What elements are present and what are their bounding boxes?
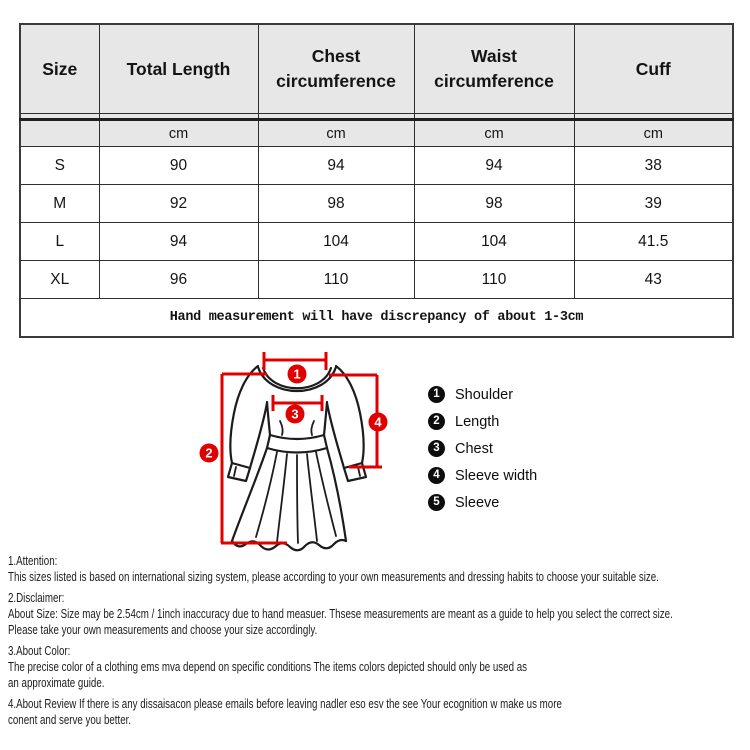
section-text: 4.About Review If there is any dissaisacon please emails before leaving nadler eso esv the see Your ecognition w make us more [8, 697, 562, 711]
size-cell: XL [20, 261, 99, 299]
svg-text:4: 4 [374, 414, 382, 430]
legend-label: Chest [455, 440, 493, 457]
legend-bullet-1-icon: 1 [428, 386, 445, 403]
marker-3 [286, 405, 305, 424]
section-heading: 3.About Color: [8, 644, 71, 658]
unit-cell: cm [574, 120, 733, 147]
dress-outline [228, 366, 366, 550]
marker-2 [200, 444, 219, 463]
data-cell: 96 [99, 261, 258, 299]
notes-block [8, 553, 749, 733]
legend-label: Length [455, 413, 500, 430]
table-header-row [20, 24, 733, 114]
legend-item-shoulder [428, 386, 537, 403]
data-cell: 94 [258, 147, 414, 185]
section-attention [8, 553, 749, 585]
unit-cell: cm [99, 120, 258, 147]
section-heading: 1.Attention: [8, 554, 58, 568]
size-chart-table [19, 23, 734, 338]
header-cell-chest: Chest circumference [258, 24, 414, 114]
legend-bullet-3-icon: 3 [428, 440, 445, 457]
dress-measurement-diagram [170, 345, 430, 560]
size-cell: L [20, 223, 99, 261]
data-cell: 38 [574, 147, 733, 185]
legend-bullet-5-icon: 5 [428, 494, 445, 511]
data-cell: 92 [99, 185, 258, 223]
size-cell: M [20, 185, 99, 223]
data-cell: 110 [258, 261, 414, 299]
section-about-color [8, 643, 749, 691]
legend-item-sleeve-width [428, 467, 537, 484]
section-disclaimer [8, 590, 749, 638]
section-text: This sizes listed is based on international sizing system, please according to your own measurements and dressing habits to choose your suitable size. [8, 570, 659, 584]
legend-bullet-4-icon: 4 [428, 467, 445, 484]
legend-label: Sleeve width [455, 467, 538, 484]
section-heading: 2.Disclaimer: [8, 591, 65, 605]
data-cell: 90 [99, 147, 258, 185]
legend-label: Shoulder [455, 386, 514, 403]
marker-4 [369, 413, 388, 432]
unit-cell: cm [258, 120, 414, 147]
section-text: conent and serve you better. [8, 713, 132, 727]
data-cell: 41.5 [574, 223, 733, 261]
unit-row [20, 120, 733, 147]
data-cell: 110 [414, 261, 574, 299]
marker-1 [288, 365, 307, 384]
svg-text:1: 1 [293, 366, 301, 382]
data-cell: 104 [414, 223, 574, 261]
header-cell-size: Size [20, 24, 99, 114]
legend-item-chest [428, 440, 537, 457]
legend-item-sleeve [428, 494, 537, 511]
data-cell: 94 [99, 223, 258, 261]
header-cell-cuff: Cuff [574, 24, 733, 114]
svg-text:3: 3 [291, 406, 299, 422]
unit-cell [20, 120, 99, 147]
section-text: The precise color of a clothing ems mva depend on specific conditions The items colors depicted should only be used as [8, 660, 528, 674]
legend-label: Sleeve [455, 494, 500, 511]
data-cell: 98 [258, 185, 414, 223]
svg-text:2: 2 [205, 445, 213, 461]
table-row-s [20, 147, 733, 185]
legend-bullet-2-icon: 2 [428, 413, 445, 430]
table-row-m [20, 185, 733, 223]
section-text: Please take your own measurements and choose your size accordingly. [8, 623, 318, 637]
legend-item-length [428, 413, 537, 430]
data-cell: 94 [414, 147, 574, 185]
header-cell-total-length: Total Length [99, 24, 258, 114]
section-about-review [8, 696, 749, 728]
unit-cell: cm [414, 120, 574, 147]
header-cell-waist: Waist circumference [414, 24, 574, 114]
data-cell: 104 [258, 223, 414, 261]
measurement-legend [428, 386, 537, 521]
section-text: an approximate guide. [8, 676, 105, 690]
data-cell: 43 [574, 261, 733, 299]
data-cell: 98 [414, 185, 574, 223]
table-row-l [20, 223, 733, 261]
section-text: About Size: Size may be 2.54cm / 1inch inaccuracy due to hand measuer. Thsese measurements are meant as a guide to help you select the correct size. [8, 607, 673, 621]
data-cell: 39 [574, 185, 733, 223]
measurement-note: Hand measurement will have discrepancy of about 1-3cm [20, 299, 733, 338]
table-note-row [20, 299, 733, 338]
table-row-xl [20, 261, 733, 299]
size-cell: S [20, 147, 99, 185]
